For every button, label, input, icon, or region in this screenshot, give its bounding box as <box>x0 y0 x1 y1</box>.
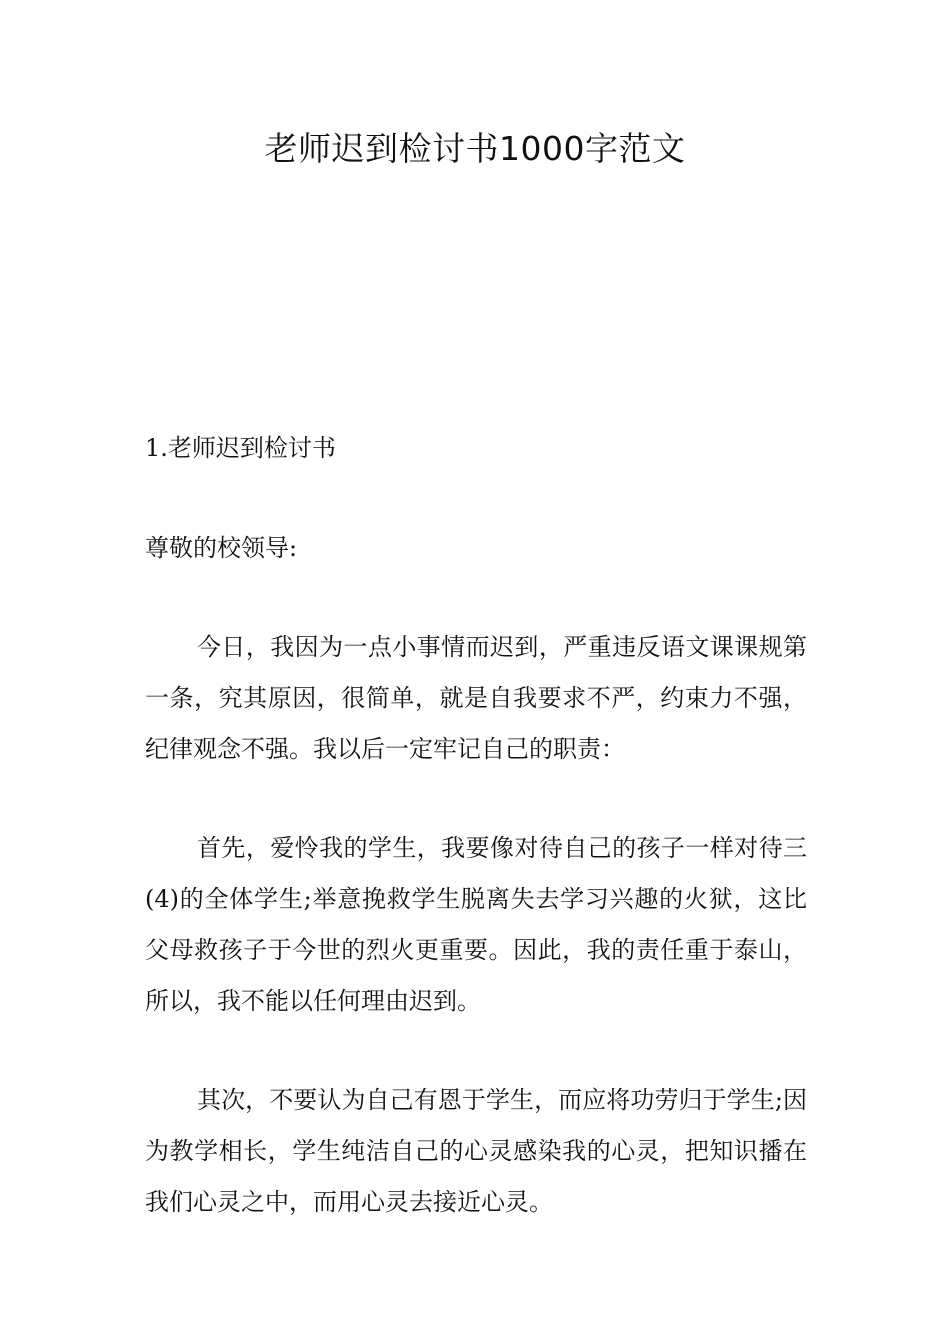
body-paragraph: 首先，爱怜我的学生，我要像对待自己的孩子一样对待三(4)的全体学生;举意挽救学生脱离失去学习兴趣的火狱，这比父母救孩子于今世的烈火更重要。因此，我的责任重于泰山，所以，我不能以任何理由迟到。 <box>145 834 807 1015</box>
body-paragraph: 今日，我因为一点小事情而迟到，严重违反语文课课规第一条，究其原因，很简单，就是自我要求不严，约束力不强，纪律观念不强。我以后一定牢记自己的职责： <box>145 633 807 763</box>
section-heading: 1.老师迟到检讨书 <box>145 434 336 462</box>
document-title: 老师迟到检讨书1000字范文 <box>264 129 686 168</box>
body-paragraph: 其次，不要认为自己有恩于学生，而应将功劳归于学生;因为教学相长，学生纯洁自己的心灵感染我的心灵，把知识播在我们心灵之中，而用心灵去接近心灵。 <box>145 1086 807 1216</box>
salutation: 尊敬的校领导: <box>145 534 298 562</box>
